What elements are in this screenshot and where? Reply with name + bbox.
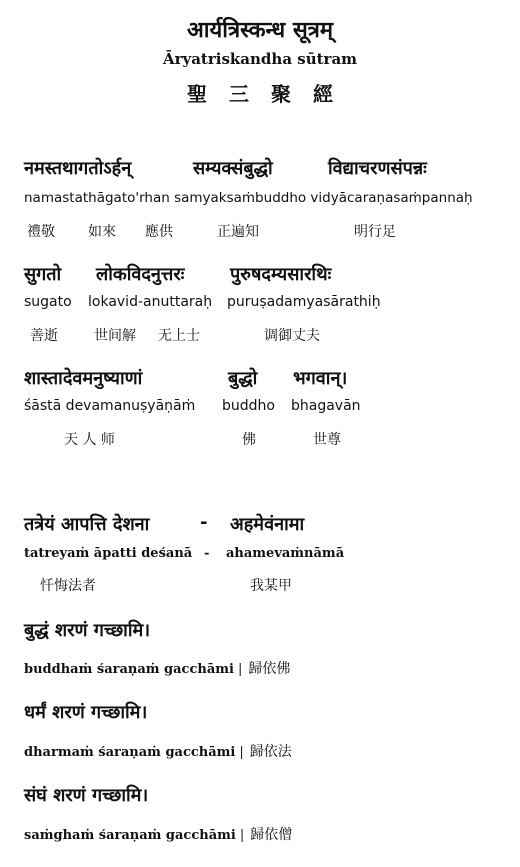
title-transliteration: Āryatriskandha sūtram [162, 50, 358, 68]
verse1-cn-1: 禮敬 [27, 224, 55, 240]
pipe-separator: | [239, 745, 244, 760]
verse2-dev-2: लोकविदनुत्तरः [96, 264, 185, 285]
verse3-dev-2: बुद्धो [228, 368, 258, 389]
verse1-transliteration: namastathāgato'rhan samyaksaṁbuddho vidyācaraṇasaṁpannaḥ [24, 190, 473, 206]
verse3-iast-1: śāstā devamanuṣyāṇāṁ [24, 398, 196, 414]
verse1-dev-2: सम्यक्संबुद्धो [193, 158, 273, 179]
refuge-sangha-devanagari: संघं शरणं गच्छामि। [24, 785, 149, 806]
pipe-separator: | [239, 828, 245, 843]
verse1-dev-3: विद्याचरणसंपन्नः [328, 158, 427, 179]
refuge-buddha-chinese: 歸依佛 [248, 661, 291, 677]
confession-iast-2: ahamevaṁnāmā [226, 546, 345, 561]
refuge-sangha-chinese: 歸依僧 [250, 827, 293, 843]
verse2-cn-4: 调御丈夫 [264, 328, 320, 344]
refuge-buddha-transliteration: buddhaṁ śaraṇaṁ gacchāmi [24, 662, 234, 677]
verse3-dev-1: शास्तादेवमनुष्याणां [24, 368, 143, 389]
refuge-dharma-chinese: 歸依法 [249, 744, 292, 760]
refuge-sangha-transliteration: saṁghaṁ śaraṇaṁ gacchāmi [24, 828, 236, 843]
verse1-dev-1: नमस्तथागतोऽर्हन् [24, 158, 132, 179]
refuge-sangha-line [24, 824, 292, 844]
verse2-iast-1: sugato [24, 294, 72, 310]
verse2-cn-2: 世间解 [94, 328, 136, 344]
verse3-dev-3: भगवान्। [293, 368, 348, 389]
verse2-cn-3: 无上士 [158, 328, 200, 344]
refuge-buddha-devanagari: बुद्धं शरणं गच्छामि। [24, 620, 151, 641]
confession-iast-1: tatreyaṁ āpatti deśanā [24, 546, 193, 561]
verse3-iast-2: buddho [222, 398, 275, 414]
title-devanagari: आर्यत्रिस्कन्ध सूत्रम् [187, 18, 333, 43]
confession-dev-1: तत्रेयं आपत्ति देशना [24, 514, 150, 535]
refuge-dharma-transliteration: dharmaṁ śaraṇaṁ gacchāmi [24, 745, 236, 760]
confession-dev-2: अहमेवंनामा [230, 514, 305, 535]
refuge-dharma-devanagari: धर्मं शरणं गच्छामि। [24, 702, 148, 723]
verse1-cn-3: 應供 [145, 224, 173, 240]
title-chinese: 聖三聚經 [187, 82, 355, 106]
confession-cn-2: 我某甲 [250, 578, 292, 594]
verse2-cn-1: 善逝 [30, 328, 58, 344]
confession-cn-1: 忏悔法者 [40, 578, 96, 594]
verse3-cn-2: 佛 [242, 432, 256, 448]
confession-dev-dash: - [200, 512, 208, 533]
verse1-cn-4: 正遍知 [217, 224, 259, 240]
verse3-cn-3: 世尊 [313, 432, 341, 448]
verse2-dev-1: सुगतो [24, 264, 62, 285]
verse1-cn-2: 如來 [88, 224, 116, 240]
verse2-iast-3: puruṣadamyasārathiḥ [227, 294, 381, 310]
verse3-cn-1: 天 人 师 [64, 432, 115, 448]
refuge-buddha-line [24, 658, 290, 678]
verse2-dev-3: पुरुषदम्यसारथिः [230, 264, 332, 285]
verse1-cn-5: 明行足 [354, 224, 396, 240]
verse2-iast-2: lokavid-anuttaraḥ [88, 294, 213, 310]
pipe-separator: | [237, 662, 243, 677]
confession-iast-dash: - [204, 546, 210, 561]
verse3-iast-3: bhagavān [291, 398, 361, 414]
refuge-dharma-line [24, 741, 292, 761]
